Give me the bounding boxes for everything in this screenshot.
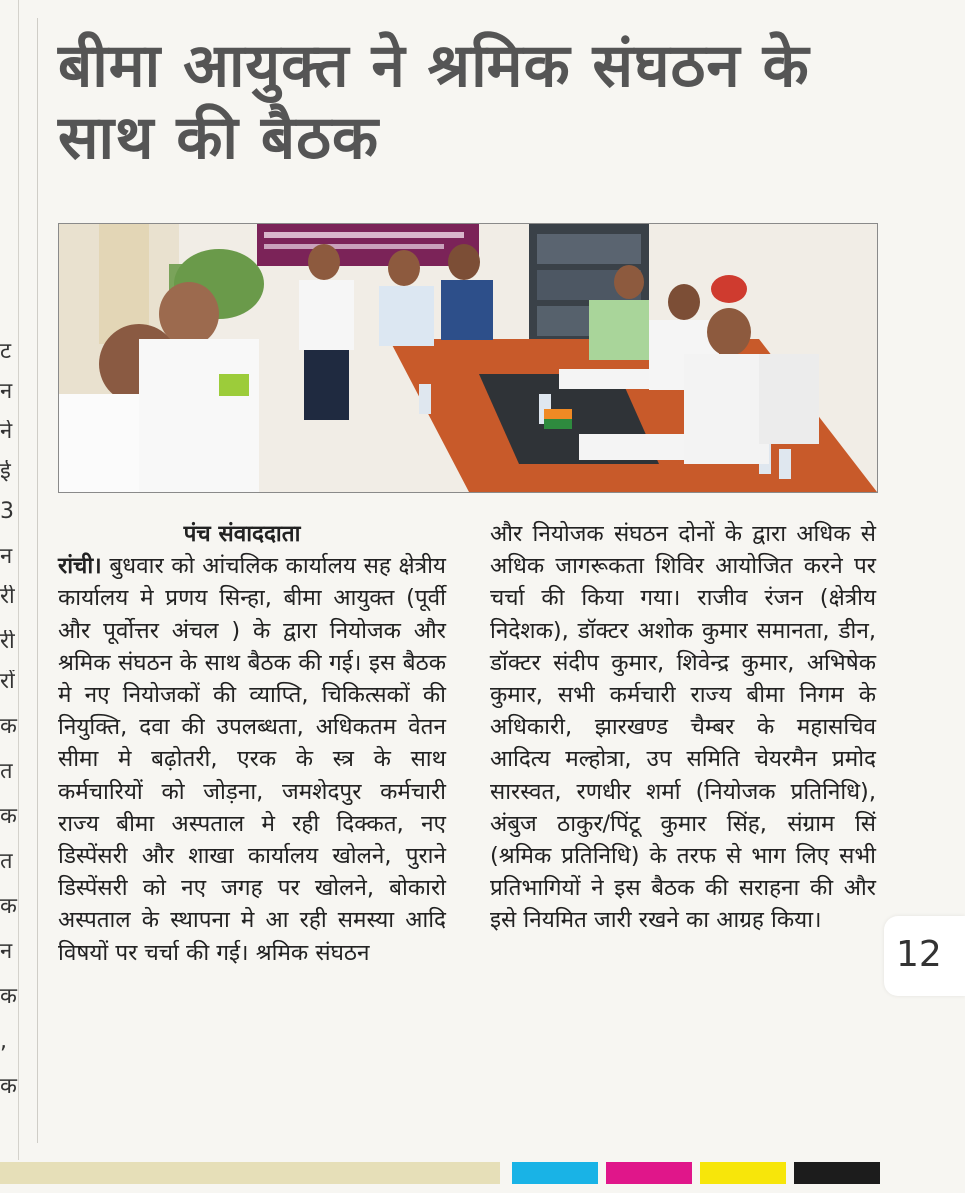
margin-fragment: 3 bbox=[0, 500, 14, 524]
article-column-left bbox=[58, 518, 446, 969]
meeting-photo-illustration bbox=[59, 224, 877, 492]
margin-fragment: न bbox=[0, 940, 13, 964]
article-column-right bbox=[490, 518, 876, 937]
margin-fragment: ने bbox=[0, 420, 13, 444]
margin-fragment: क bbox=[0, 805, 17, 829]
margin-fragment: ई bbox=[0, 460, 11, 484]
margin-fragment: क bbox=[0, 985, 17, 1009]
page-number-tab bbox=[884, 916, 965, 996]
margin-fragment: , bbox=[0, 1030, 7, 1054]
meeting-photo bbox=[58, 223, 878, 493]
margin-fragment: त bbox=[0, 760, 13, 784]
margin-fragment: क bbox=[0, 715, 17, 739]
margin-fragment: रों bbox=[0, 670, 15, 694]
article-body-left bbox=[58, 550, 446, 969]
margin-fragment: क bbox=[0, 1075, 17, 1099]
margin-fragment: न bbox=[0, 545, 13, 569]
column-divider bbox=[37, 18, 38, 1143]
adjacent-column-fragment bbox=[0, 0, 19, 1160]
swatch-yellow bbox=[700, 1162, 786, 1184]
page-number: 12 bbox=[896, 934, 942, 975]
margin-fragment: त bbox=[0, 850, 13, 874]
article-body-right: और नियोजक संघठन दोनों के द्वारा अधिक से अधिक जागरूकता शिविर आयोजित करने पर चर्चा की किया गया। राजीव रंजन (क्षेत्रीय निदेशक), डॉक्टर अशोक कुमार समानता, डीन, डॉक्टर संदीप कुमार, शिवेन्द्र कुमार, अभिषेक कुमार, सभी कर्मचारी राज्य बीमा निगम के अधिकारी, झारखण्ड चैम्बर के महासचिव आदित्य मल्होत्रा, उप समिति चेयरमैन प्रमोद सारस्वत, रणधीर शर्मा (नियोजक प्रतिनिधि), अंबुज ठाकुर/पिंटू कुमार सिंह, संग्राम सिं (श्रमिक प्रतिनिधि) के तरफ से भाग लिए सभी प्रतिभागियों ने इस बैठक की सराहना की और इसे नियमित जारी रखने का आग्रह किया। bbox=[490, 521, 876, 934]
byline: पंच संवाददाता bbox=[183, 521, 301, 547]
margin-fragment: री bbox=[0, 630, 15, 654]
swatch-cyan bbox=[512, 1162, 598, 1184]
dateline: रांची। bbox=[58, 553, 102, 580]
margin-fragment: क bbox=[0, 895, 17, 919]
margin-fragment: ट bbox=[0, 340, 12, 364]
margin-fragment: न bbox=[0, 380, 13, 404]
footer-band bbox=[0, 1162, 500, 1184]
swatch-magenta bbox=[606, 1162, 692, 1184]
swatch-black bbox=[794, 1162, 880, 1184]
article-text-left: बुधवार को आंचलिक कार्यालय सह क्षेत्रीय कार्यालय मे प्रणय सिन्हा, बीमा आयुक्त (पूर्वी और पूर्वोत्तर अंचल ) के द्वारा नियोजक और श्रमिक संघठन के साथ बैठक की गई। इस बैठक मे नए नियोजकों की व्याप्ति, चिकित्सकों की नियुक्ति, दवा की उपलब्धता, अधिकतम वेतन सीमा मे बढ़ोतरी, एरक के स्त्र के साथ कर्मचारियों को जोड़ना, जमशेदपुर कर्मचारी राज्य बीमा अस्पताल मे रही दिक्कत, नए डिस्पेंसरी और शाखा कार्यालय खोलने, पुराने डिस्पेंसरी को नए जगह पर खोलने, बोकारो अस्पताल के स्थापना मे आ रही समस्या आदि विषयों पर चर्चा की गई। श्रमिक संघठन bbox=[58, 553, 446, 966]
margin-fragment: री bbox=[0, 585, 15, 609]
headline: बीमा आयुक्त ने श्रमिक संघठन के साथ की बैठक bbox=[58, 31, 810, 173]
